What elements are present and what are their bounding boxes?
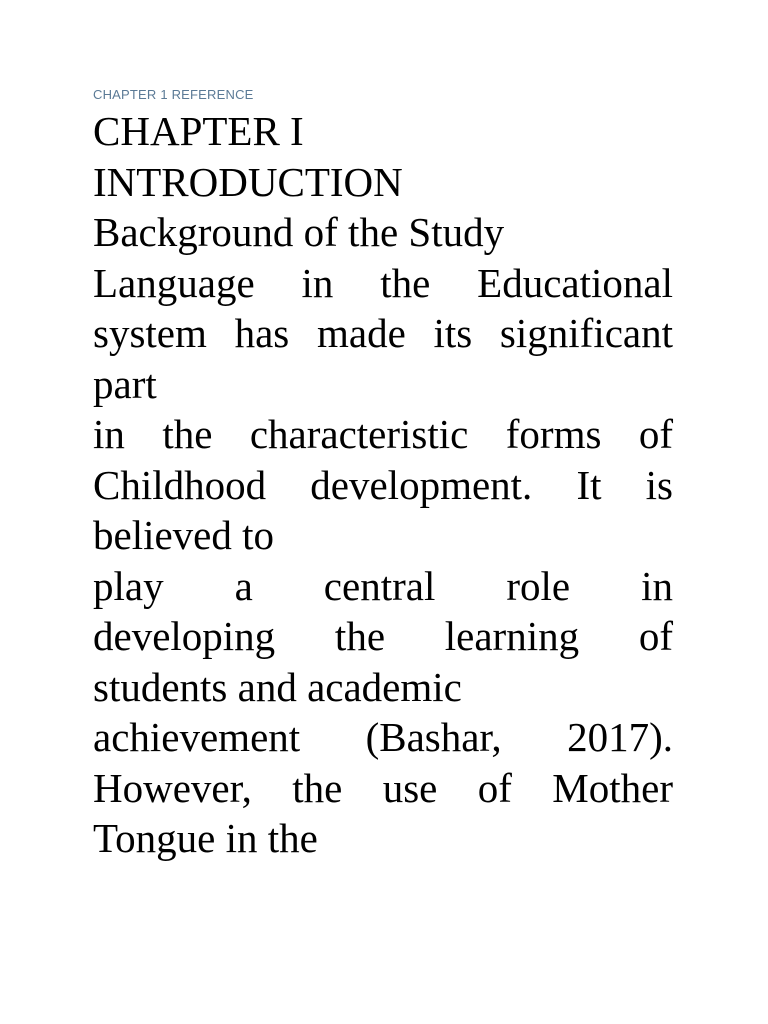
body-line: students and academic [93, 663, 462, 710]
body-line: Tongue in the [93, 815, 318, 861]
body-line: play a central role in [93, 562, 673, 609]
body-line: part [93, 360, 157, 407]
body-line: system has made its significant [93, 310, 673, 356]
running-header: CHAPTER 1 REFERENCE [93, 87, 254, 102]
chapter-heading: CHAPTER I [93, 108, 304, 154]
body-line: in the characteristic forms of [93, 411, 673, 457]
chapter-title: INTRODUCTION [93, 158, 403, 205]
body-line: Language in the Educational [93, 259, 673, 306]
section-heading: Background of the Study [93, 209, 505, 255]
body-line: Childhood development. It is [93, 461, 673, 508]
document-body [93, 106, 673, 864]
body-line: believed to [93, 512, 275, 558]
body-line: developing the learning of [93, 613, 673, 659]
body-paragraph [93, 258, 673, 864]
body-line: achievement (Bashar, 2017). [93, 714, 673, 760]
body-line: However, the use of Mother [93, 764, 673, 811]
